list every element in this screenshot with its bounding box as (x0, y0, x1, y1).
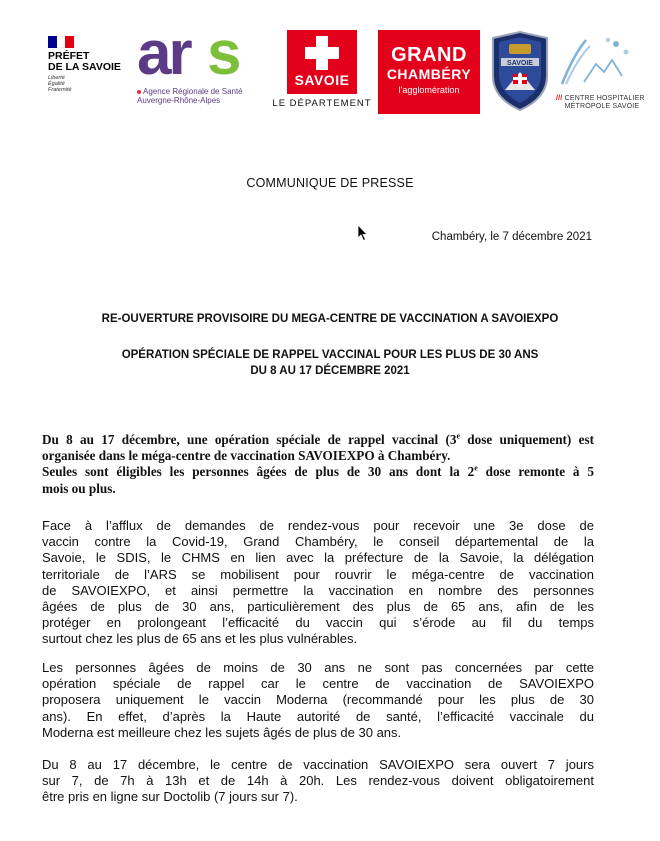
ars-line2: Auvergne-Rhône-Alpes (137, 96, 221, 105)
paragraph-line: âgées de plus de 30 ans, particulièrement des plus de 65 ans, afin de les (42, 599, 594, 615)
savoie-subtitle: LE DÉPARTEMENT (272, 98, 372, 109)
ars-logo (137, 26, 259, 106)
paragraph-line: vaccin contre la Covid-19, Grand Chambéry, le conseil départemental de la (42, 534, 594, 550)
grand-chambery-logo (378, 30, 480, 114)
ars-line1: Agence Régionale de Santé (137, 87, 259, 96)
paragraph-line: ans). En effet, d’après la Haute autorité de santé, l’efficacité vaccinale du (42, 708, 594, 724)
savoie-word: SAVOIE (294, 72, 350, 88)
body-paragraph-2 (42, 660, 594, 741)
intro-line: mois ou plus. (42, 480, 116, 496)
paragraph-line: surtout chez les plus de 65 ans et les plus vulnérables. (42, 631, 358, 647)
gc-line1: GRAND (391, 44, 467, 66)
savoie-cross-icon (287, 30, 357, 94)
paragraph-line: Du 8 au 17 décembre, le centre de vaccination SAVOIEXPO sera ouvert 7 jours (42, 757, 594, 772)
svg-text:ar: ar (137, 26, 190, 82)
title-reopening: RE-OUVERTURE PROVISOIRE DU MEGA-CENTRE DE VACCINATION A SAVOIEXPO (101, 313, 559, 325)
intro-paragraph (42, 432, 594, 497)
intro-line: organisée dans le méga-centre de vaccination SAVOIEXPO à Chambéry. (42, 448, 451, 464)
paragraph-line: Les personnes âgées de moins de 30 ans ne sont pas concernées par cette (42, 660, 594, 675)
paragraph-line: Face à l’afflux de demandes de rendez-vous pour recevoir une 3e dose de (42, 518, 594, 533)
prefet-line2: DE LA SAVOIE (48, 61, 121, 73)
paragraph-line: territoriale de l’ARS se mobilisent pour rouvrir le méga-centre de vaccination (42, 566, 594, 582)
title-operation-line1: OPÉRATION SPÉCIALE DE RAPPEL VACCINAL POUR LES PLUS DE 30 ANS (121, 349, 539, 361)
svg-text:s: s (207, 26, 242, 82)
intro-line: Du 8 au 17 décembre, une opération spéciale de rappel vaccinal (3e dose uniquement) est (42, 431, 594, 447)
communique-heading: COMMUNIQUE DE PRESSE (246, 176, 414, 190)
chms-mountain-icon (556, 32, 652, 88)
paragraph-line: de SAVOIEXPO, et ainsi permettre la vaccination en nombre des personnes (42, 582, 594, 598)
paragraph-line: opération spéciale de rappel car le centre de vaccination de SAVOIEXPO (42, 676, 594, 692)
prefet-motto (48, 75, 128, 93)
chms-line1: /// CENTRE HOSPITALIER (556, 95, 645, 102)
paragraph-line: protéger en prolongeant l’efficacité du vaccin qui s’érode au fil du temps (42, 615, 594, 631)
paragraph-line: Moderna est meilleure chez les sujets âgés de plus de 30 ans. (42, 724, 402, 740)
prefet-line1: PRÉFET (48, 50, 90, 62)
body-paragraph-1 (42, 518, 594, 648)
logo-banner (0, 0, 660, 130)
ars-wordmark-icon (137, 26, 259, 82)
motto-fraternite: Fraternité (48, 87, 72, 93)
french-flag-icon (48, 36, 74, 48)
intro-line: Seules sont éligibles les personnes âgées de plus de 30 ans dont la 2e dose remonte à 5 (42, 464, 594, 480)
gc-line2: CHAMBÉRY (386, 66, 472, 82)
paragraph-line: proposera uniquement le vaccin Moderna (recommandé pour les plus de 30 (42, 692, 594, 708)
motto-liberte: Liberté (48, 75, 65, 81)
svg-text:SAVOIE: SAVOIE (507, 60, 533, 67)
motto-egalite: Égalité (48, 81, 65, 87)
body-paragraph-3 (42, 757, 594, 806)
sdis-shield-icon (487, 28, 553, 112)
press-date: Chambéry, le 7 décembre 2021 (431, 231, 592, 243)
prefet-savoie-logo (48, 36, 128, 106)
paragraph-line: Savoie, le SDIS, le CHMS en lien avec la préfecture de la Savoie, la délégation (42, 550, 594, 566)
title-operation (0, 347, 660, 379)
paragraph-line: sur 7, de 7h à 13h et de 14h à 20h. Les rendez-vous doivent obligatoirement (42, 773, 594, 789)
mouse-cursor-icon (357, 224, 369, 242)
paragraph-line: être pris en ligne sur Doctolib (7 jours sur 7). (42, 789, 298, 805)
savoie-departement-logo (271, 30, 373, 112)
chms-line2: MÉTROPOLE SAVOIE (564, 103, 640, 110)
gc-line3: l'agglomération (398, 85, 460, 95)
title-operation-line2: DU 8 AU 17 DÉCEMBRE 2021 (250, 365, 410, 377)
chms-logo (556, 32, 656, 112)
